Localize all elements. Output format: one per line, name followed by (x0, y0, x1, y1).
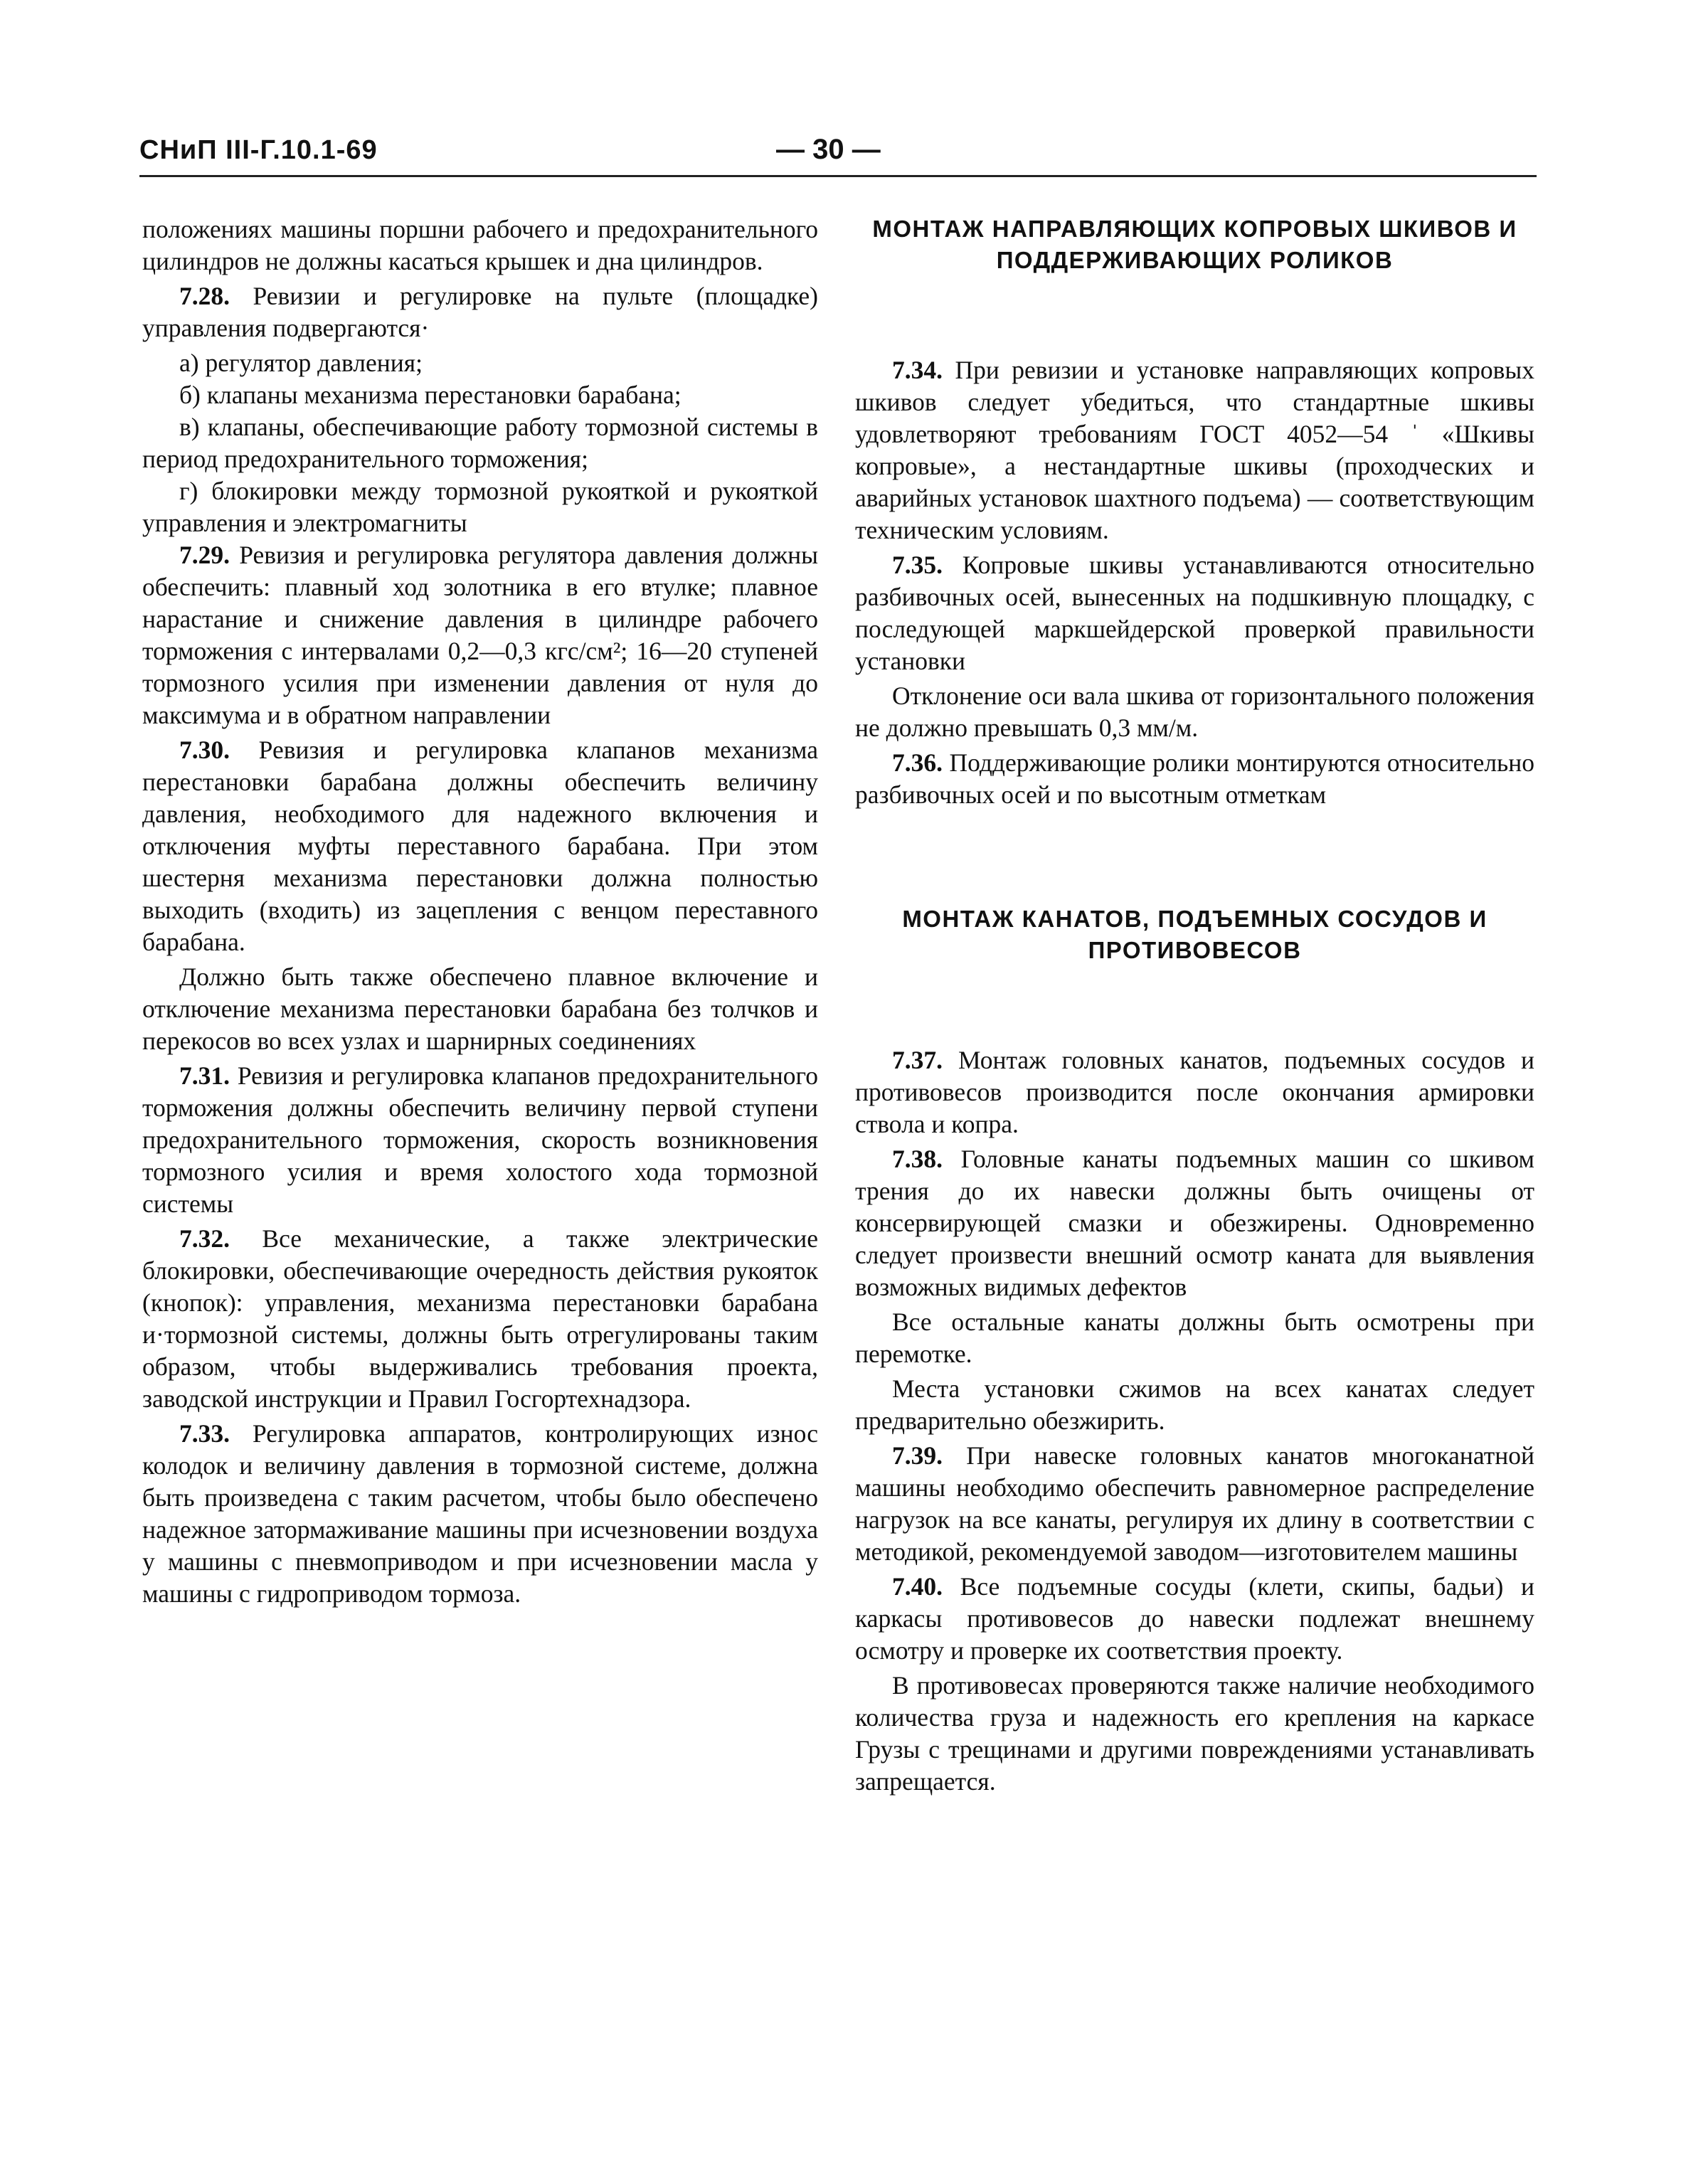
paragraph-number: 7.37. (892, 1046, 943, 1074)
paragraph-7-35 (855, 549, 1534, 677)
document-code: СНиП III-Г.10.1-69 (139, 135, 378, 165)
paragraph-7-38-cont-2: Места установки сжимов на всех канатах следует предварительно обезжирить. (855, 1374, 1534, 1435)
paragraph-7-30-cont: Должно быть также обеспечено плавное включение и отключение механизма перестановки барабана без толчков и перекосов во всех узлах и шарнирных соединениях (142, 963, 818, 1055)
paragraph-7-38-cont-1: Все остальные канаты должны быть осмотрены при перемотке. (855, 1308, 1534, 1368)
paragraph-7-38 (855, 1143, 1534, 1303)
paragraph-number: 7.30. (179, 736, 230, 764)
paragraph-text: Поддерживающие ролики монтируются относительно разбивочных осей и по высотным отметкам (855, 748, 1534, 809)
paragraph-text: Головные канаты подъемных машин со шкивом трения до их навески должны быть очищены от консервирующей смазки и обезжирены. Одновременно следует произвести внешний осмотр каната для выявления возможных видимых дефектов (855, 1145, 1534, 1301)
paragraph-number: 7.38. (892, 1145, 943, 1173)
paragraph-7-35-cont: Отклонение оси вала шкива от горизонтального положения не должно превышать 0,3 мм/м. (855, 682, 1534, 742)
paragraph-text: При ревизии и установке направляющих копровых шкивов следует убедиться, что стандартные шкивы удовлетворяют требованиям ГОСТ 4052—54 ˈ «Шкивы копровые», а нестандартные шкивы (проходческих и аварийных установок шахтного подъема) — соответствующим техническим условиям. (855, 356, 1534, 544)
page-number: — 30 — (776, 134, 881, 165)
paragraph-number: 7.34. (892, 356, 943, 384)
paragraph-7-40-cont: В противовесах проверяются также наличие необходимого количества груза и надежность его крепления на каркасе Грузы с трещинами и другими повреждениями устанавливать запрещается. (855, 1671, 1534, 1796)
paragraph-7-39 (855, 1440, 1534, 1568)
paragraph-number: 7.35. (892, 551, 943, 579)
list-item-c: в) клапаны, обеспечивающие работу тормозной системы в период предохранительного торможения; (142, 413, 818, 473)
section-heading-ropes: МОНТАЖ КАНАТОВ, ПОДЪЕМНЫХ СОСУДОВ И ПРОТИВОВЕСОВ (902, 906, 1488, 963)
paragraph-text: Ревизия и регулировка клапанов механизма перестановки барабана должны обеспечить величину давления, необходимого для надежного включения и отключения муфты переставного барабана. При этом шестерня механизма перестановки должна полностью выходить (входить) из зацепления с венцом переставного барабана. (142, 736, 818, 956)
section-heading-pulleys: МОНТАЖ НАПРАВЛЯЮЩИХ КОПРОВЫХ ШКИВОВ И ПОДДЕРЖИВАЮЩИХ РОЛИКОВ (872, 216, 1517, 273)
paragraph-number: 7.33. (179, 1419, 230, 1448)
list-item-d: г) блокировки между тормозной рукояткой и рукояткой управления и электромагниты (142, 477, 818, 537)
paragraph-number: 7.36. (892, 748, 943, 777)
paragraph-number: 7.40. (892, 1572, 943, 1601)
paragraph-text: Копровые шкивы устанавливаются относительно разбивочных осей, вынесенных на подшкивную площадку, с последующей маркшейдерской проверкой правильности установки (855, 551, 1534, 675)
paragraph-7-32 (142, 1223, 818, 1415)
paragraph-7-29 (142, 539, 818, 731)
paragraph-7-37 (855, 1044, 1534, 1140)
paragraph-7-40 (855, 1571, 1534, 1667)
paragraph-number: 7.32. (179, 1224, 230, 1253)
paragraph-text: Регулировка аппаратов, контролирующих износ колодок и величину давления в тормозной системе, должна быть произведена с таким расчетом, чтобы было обеспечено надежное затормаживание машины при исчезновении воздуха у машины с пневмоприводом и при исчезновении масла у машины с гидроприводом тормоза. (142, 1419, 818, 1608)
right-column (855, 213, 1534, 1801)
paragraph-7-33 (142, 1418, 818, 1610)
paragraph-number: 7.39. (892, 1441, 943, 1470)
paragraph-7-31 (142, 1060, 818, 1220)
paragraph-text: При навеске головных канатов многоканатной машины необходимо обеспечить равномерное распределение нагрузок на все канаты, регулируя их длину в соответствии с методикой, рекомендуемой заводом—изготовителем машины (855, 1441, 1534, 1566)
paragraph-number: 7.28. (179, 282, 230, 310)
paragraph-text: Монтаж головных канатов, подъемных сосудов и противовесов производится после окончания армировки ствола и копра. (855, 1046, 1534, 1138)
paragraph-number: 7.29. (179, 541, 230, 569)
left-column (142, 213, 818, 1613)
paragraph-continuation: положениях машины поршни рабочего и предохранительного цилиндров не должны касаться крышек и дна цилиндров. (142, 215, 818, 275)
paragraph-text: Ревизия и регулировка клапанов предохранительного торможения должны обеспечить величину первой ступени предохранительного торможения, скорость возникновения тормозного усилия и время холостого хода тормозной системы (142, 1061, 818, 1218)
paragraph-7-30 (142, 734, 818, 958)
paragraph-text: Все подъемные сосуды (клети, скипы, бадьи) и каркасы противовесов до навески подлежат внешнему осмотру и проверке их соответствия проекту. (855, 1572, 1534, 1665)
paragraph-7-36 (855, 747, 1534, 811)
header-rule (139, 175, 1537, 177)
list-item-b: б) клапаны механизма перестановки барабана; (179, 381, 682, 409)
paragraph-text: Ревизия и регулировка регулятора давления должны обеспечить: плавный ход золотника в его втулке; плавное нарастание и снижение давления в цилиндре рабочего торможения с интервалами 0,2—0,3 кгс/см²; 16—20 ступеней тормозного усилия при изменении давления от нуля до максимума и в обратном направлении (142, 541, 818, 729)
paragraph-7-28 (142, 280, 818, 344)
paragraph-text: Ревизии и регулировке на пульте (площадке) управления подвергаются· (142, 282, 818, 342)
list-item-a: а) регулятор давления; (179, 349, 423, 377)
paragraph-text: Все механические, а также электрические блокировки, обеспечивающие очередность действия рукояток (кнопок): управления, механизма перестановки барабана и·тормозной системы, должны быть отрегулированы таким образом, чтобы выдерживались требования проекта, заводской инструкции и Правил Госгортехнадзора. (142, 1224, 818, 1413)
paragraph-number: 7.31. (179, 1061, 230, 1090)
paragraph-7-34 (855, 354, 1534, 546)
